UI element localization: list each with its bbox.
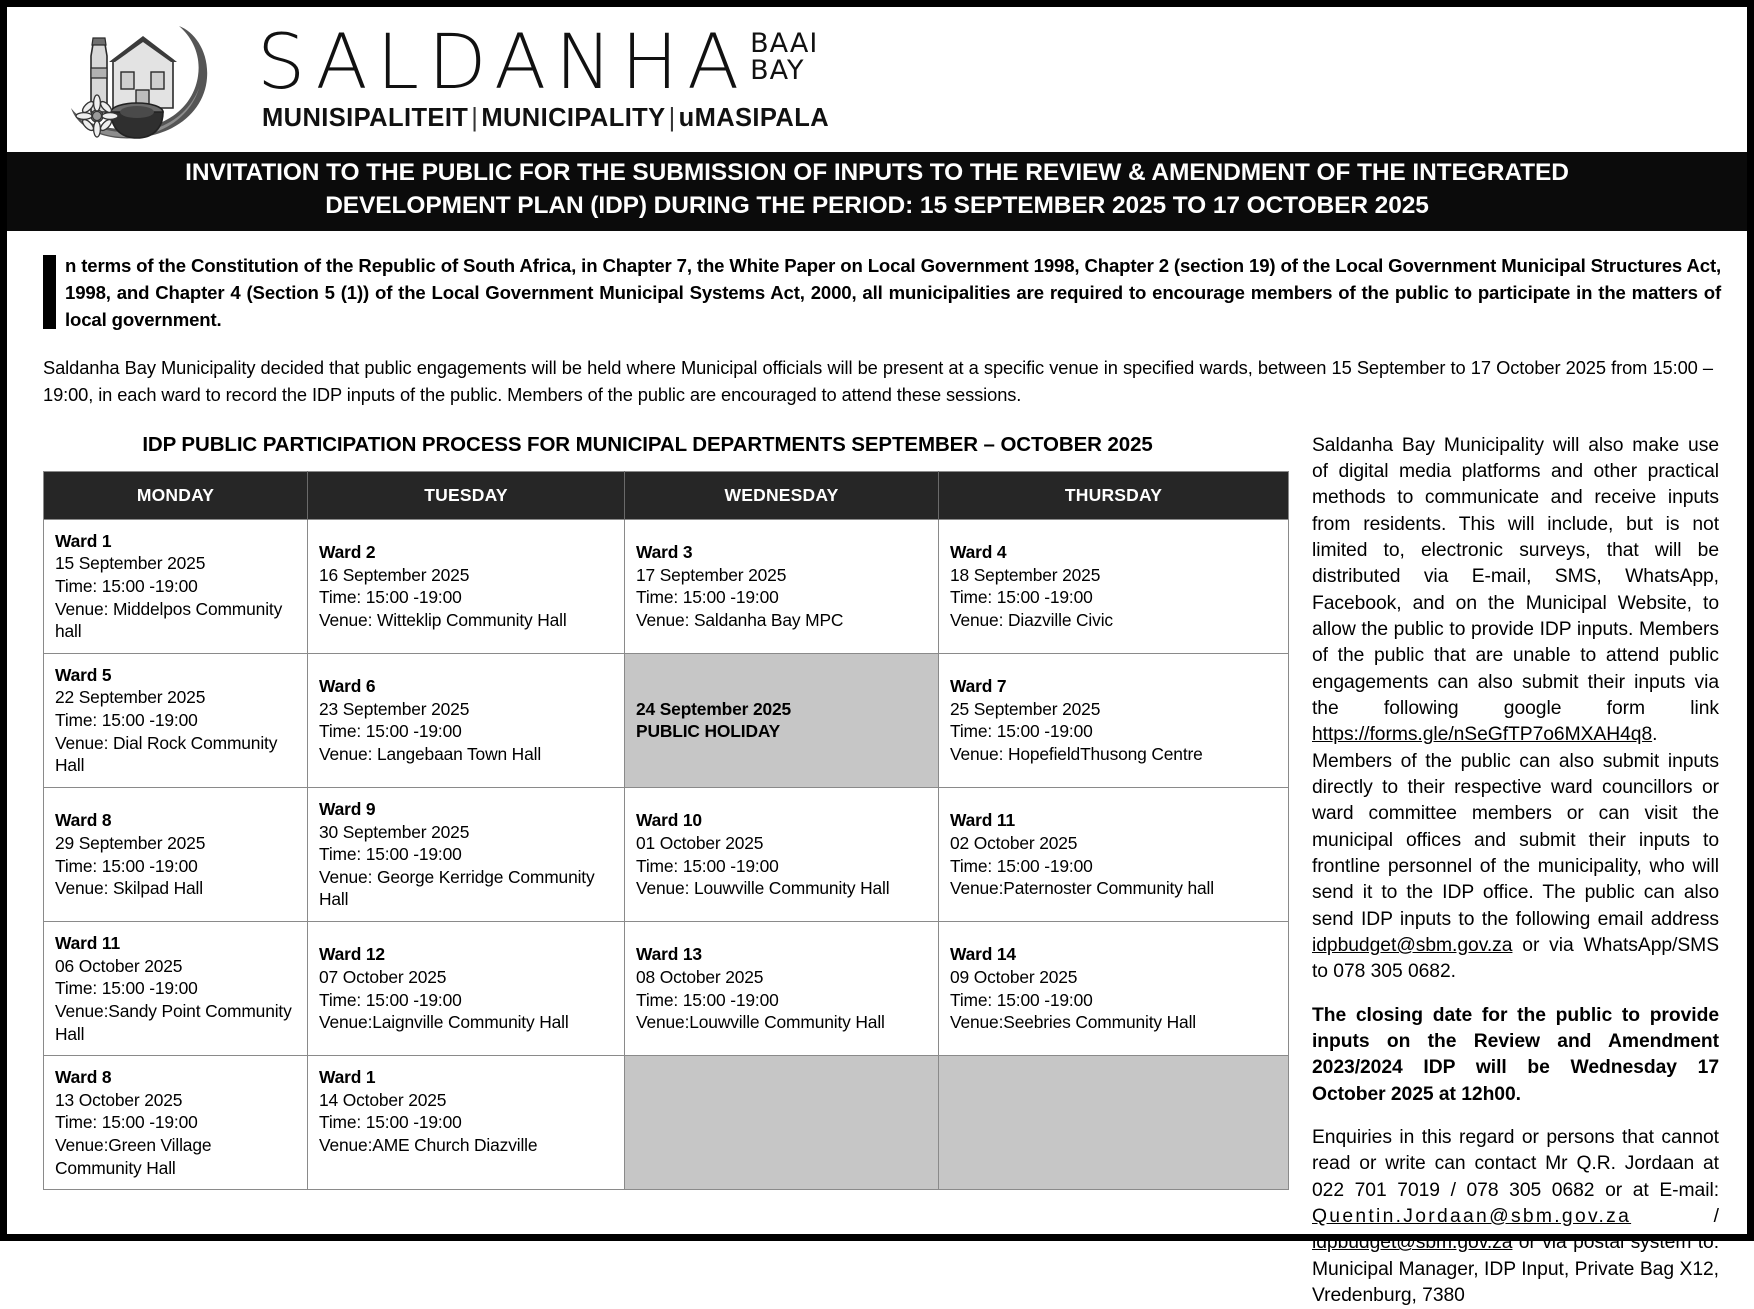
ward-date: 18 September 2025 [950,564,1101,585]
ward-venue: Venue:Laignville Community Hall [319,1012,569,1033]
ward-time: Time: 15:00 -19:00 [55,575,198,596]
ward-time: Time: 15:00 -19:00 [55,855,198,876]
digital-methods-paragraph [1312,433,1719,986]
ward-label: Ward 3 [636,542,693,563]
schedule-cell [939,653,1289,787]
ward-label: Ward 1 [55,530,112,551]
logo-tagline-sep-1: | [471,104,479,133]
ward-date: 01 October 2025 [636,832,764,853]
ward-date: 14 October 2025 [319,1089,447,1110]
ward-time: Time: 15:00 -19:00 [319,1112,462,1133]
intro-paragraph: n terms of the Constitution of the Republic of South Africa, in Chapter 7, the White Paper on Local Government 1998, Chapter 2 (section 19) of the Local Government Municipal Structures Act, 1998, and Chapter 4 (Section 5 (1)) of the Local Government Municipal Systems Act, 2000, all municipalities are required to encourage members of the public to participate in the matters of local government. [65,255,1721,330]
enquiries-text-a: Enquiries in this regard or persons that cannot read or write can contact Mr Q.R. Jordaan at 022 701 7019 / 078 305 0682 or at E-mail: [1312,1126,1719,1201]
ward-time: Time: 15:00 -19:00 [950,989,1093,1010]
ward-venue: Venue: Skilpad Hall [55,878,203,899]
logo-tagline [262,104,829,133]
digital-methods-text-a: Saldanha Bay Municipality will also make use of digital media platforms and other practical methods to communicate and receive inputs from residents. This will include, but is not limited to, electronic surveys, that will be distributed via E-mail, SMS, WhatsApp, Facebook, and on the Municipal Website, to allow the public to provide IDP inputs. Members of the public that are unable to attend public engagements can also submit their inputs via the following google form link [1312,434,1719,719]
ward-venue: Venue: Middelpos Community hall [55,598,283,642]
schedule-cell [625,519,939,653]
ward-venue: Venue:Sandy Point Community Hall [55,1000,292,1044]
ward-time: Time: 15:00 -19:00 [636,855,779,876]
schedule-cell [308,787,625,921]
schedule-cell [625,922,939,1056]
ward-label: Ward 10 [636,810,702,831]
ward-date: 07 October 2025 [319,967,447,988]
ward-label: Ward 6 [319,676,376,697]
ward-venue: Venue: Diazville Civic [950,609,1113,630]
ward-venue: Venue:AME Church Diazville [319,1135,538,1156]
schedule-cell [308,922,625,1056]
ward-venue: Venue:Paternoster Community hall [950,878,1214,899]
ward-time: Time: 15:00 -19:00 [636,587,779,608]
notice-column [1282,433,1725,1309]
engagement-paragraph: Saldanha Bay Municipality decided that public engagements will be held where Municipal officials will be present at a specific venue in specified wards, between 15 September to 17 October 2025 from 15:00 – 19:00, in each ward to record the IDP inputs of the public. Members of the public are encouraged to attend these sessions. [43,357,1713,405]
ward-date: 15 September 2025 [55,553,206,574]
schedule-cell [939,787,1289,921]
ward-label: Ward 13 [636,944,702,965]
ward-venue: Venue:Seebries Community Hall [950,1012,1197,1033]
ward-venue: Venue: George Kerridge Community Hall [319,866,595,910]
ward-label: Ward 1 [319,1067,376,1088]
logo-baai: BAAI [750,27,819,59]
logo-tagline-en: MUNICIPALITY [481,104,666,133]
column-header-thursday: THURSDAY [939,471,1289,519]
column-header-tuesday: TUESDAY [308,471,625,519]
ward-time: Time: 15:00 -19:00 [319,844,462,865]
digital-methods-text-b: . Members of the public can also submit inputs directly to their respective ward councillors or ward committee members or can visit the municipal offices and submit their inputs to frontline personnel of the municipality, who will send it to the IDP office. The public can also send IDP inputs to the following email address [1312,724,1719,930]
ward-label: Ward 8 [55,810,112,831]
table-row [44,1056,1289,1190]
logo-tagline-af: MUNISIPALITEIT [262,104,469,133]
table-row [44,653,1289,787]
schedule-cell [308,653,625,787]
ward-label: Ward 2 [319,542,376,563]
ward-date: 02 October 2025 [950,832,1078,853]
logo-wordmark [257,16,830,133]
drop-cap-bar [43,255,56,329]
table-row [44,787,1289,921]
google-form-link[interactable]: https://forms.gle/nSeGfTP7o6MXAH4q8 [1312,724,1653,746]
ward-date: 08 October 2025 [636,967,764,988]
ward-time: Time: 15:00 -19:00 [636,989,779,1010]
schedule-cell [939,519,1289,653]
empty-cell [625,1056,939,1190]
schedule-cell [44,922,308,1056]
logo-name: SALDANHA [257,16,749,106]
schedule-title: IDP PUBLIC PARTICIPATION PROCESS FOR MUNICIPAL DEPARTMENTS SEPTEMBER – OCTOBER 2025 [142,432,1153,456]
schedule-cell [44,519,308,653]
banner-line-1: INVITATION TO THE PUBLIC FOR THE SUBMISSION OF INPUTS TO THE REVIEW & AMENDMENT OF THE INTEGRATED [185,159,1569,187]
ward-venue: Venue:Green Village Community Hall [55,1135,212,1178]
empty-cell [939,1056,1289,1190]
ward-label: Ward 4 [950,542,1007,563]
table-row [44,519,1289,653]
ward-date: 16 September 2025 [319,564,470,585]
idp-email-link-2[interactable]: idpbudget@sbm.gov.za [1312,1232,1513,1254]
logo-baai-bay [750,27,819,86]
ward-date: 13 October 2025 [55,1089,183,1110]
idp-email-link[interactable]: idpbudget@sbm.gov.za [1312,934,1513,956]
ward-label: Ward 11 [950,810,1015,831]
holiday-date: 24 September 2025 [636,698,792,719]
schedule-table [43,471,1289,1191]
ward-label: Ward 14 [950,944,1016,965]
ward-time: Time: 15:00 -19:00 [55,978,198,999]
schedule-cell [939,922,1289,1056]
schedule-cell [625,787,939,921]
ward-time: Time: 15:00 -19:00 [319,587,462,608]
ward-label: Ward 11 [55,933,120,954]
enquiries-paragraph [1312,1125,1719,1309]
schedule-cell [308,1056,625,1190]
holiday-label: PUBLIC HOLIDAY [636,721,781,742]
ward-label: Ward 7 [950,676,1007,697]
ward-venue: Venue: Witteklip Community Hall [319,609,567,630]
closing-date-paragraph: The closing date for the public to provide inputs on the Review and Amendment 2023/2024 IDP will be Wednesday 17 October 2025 at 12h00. [1312,1004,1719,1105]
ward-time: Time: 15:00 -19:00 [319,989,462,1010]
ward-label: Ward 8 [55,1067,112,1088]
document-body [7,231,1747,1309]
ward-date: 25 September 2025 [950,698,1101,719]
ward-time: Time: 15:00 -19:00 [950,721,1093,742]
logo-tagline-xh: uMASIPALA [678,104,830,133]
logo-bay: BAY [750,54,805,86]
quentin-email-link[interactable]: Quentin.Jordaan@sbm.gov.za [1312,1205,1632,1227]
ward-venue: Venue: Dial Rock Community Hall [55,732,278,776]
table-row [44,922,1289,1056]
ward-time: Time: 15:00 -19:00 [55,1112,198,1133]
schedule-column [29,433,1282,1191]
saldanha-crest-icon [53,16,253,144]
enquiries-slash: / [1631,1205,1719,1227]
ward-time: Time: 15:00 -19:00 [319,721,462,742]
ward-venue: Venue: HopefieldThusong Centre [950,744,1203,765]
digital-methods-text-c: or via WhatsApp/SMS to 078 305 0682. [1312,934,1719,983]
ward-label: Ward 5 [55,664,112,685]
ward-venue: Venue: Louwville Community Hall [636,878,890,899]
intro-block [43,253,1725,333]
ward-venue: Venue:Louwville Community Hall [636,1012,885,1033]
table-header-row [44,471,1289,519]
ward-date: 09 October 2025 [950,967,1078,988]
schedule-cell [308,519,625,653]
logo-tagline-sep-2: | [668,104,676,133]
logo-band [7,7,1747,152]
ward-label: Ward 12 [319,944,385,965]
ward-date: 30 September 2025 [319,821,470,842]
schedule-cell [44,787,308,921]
column-header-monday: MONDAY [44,471,308,519]
column-header-wednesday: WEDNESDAY [625,471,939,519]
ward-venue: Venue: Saldanha Bay MPC [636,609,844,630]
schedule-cell [44,653,308,787]
ward-time: Time: 15:00 -19:00 [950,587,1093,608]
ward-time: Time: 15:00 -19:00 [55,710,198,731]
schedule-cell [44,1056,308,1190]
banner-line-2: DEVELOPMENT PLAN (IDP) DURING THE PERIOD: 15 SEPTEMBER 2025 TO 17 OCTOBER 2025 [325,191,1429,219]
ward-date: 06 October 2025 [55,955,183,976]
public-holiday-cell [625,653,939,787]
ward-date: 23 September 2025 [319,698,470,719]
ward-date: 29 September 2025 [55,832,206,853]
ward-venue: Venue: Langebaan Town Hall [319,744,542,765]
enquiries-text-b: or via postal system to: Municipal Manager, IDP Input, Private Bag X12, Vredenburg, 7380 [1312,1232,1719,1306]
ward-label: Ward 9 [319,798,376,819]
title-banner [7,152,1747,231]
ward-date: 22 September 2025 [55,687,206,708]
ward-date: 17 September 2025 [636,564,787,585]
main-columns [29,433,1725,1309]
ward-time: Time: 15:00 -19:00 [950,855,1093,876]
